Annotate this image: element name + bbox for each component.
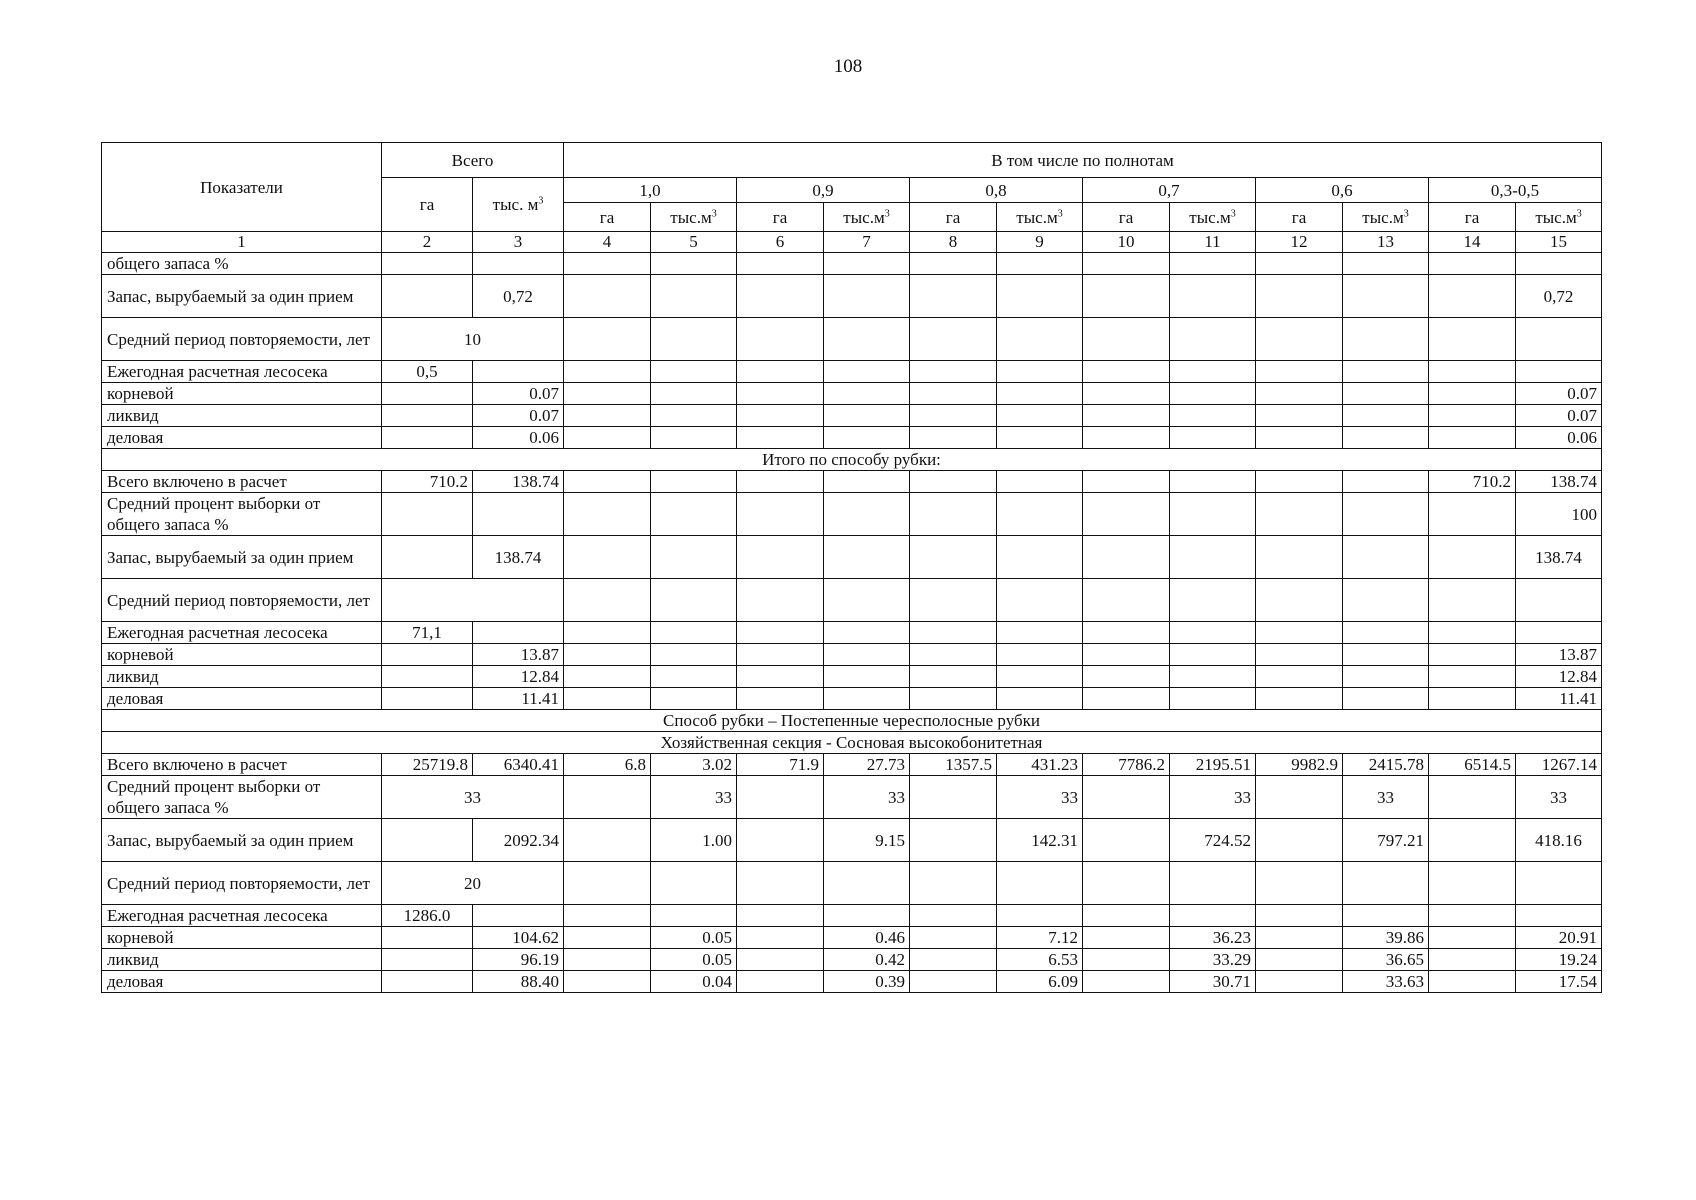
cell-value: 0.05: [651, 927, 737, 949]
table-row: [102, 253, 1602, 275]
cell-value: 1357.5: [910, 754, 997, 776]
column-number: 14: [1429, 232, 1516, 253]
header-unit-ha: га: [564, 203, 651, 232]
table-row: [102, 471, 1602, 493]
cell-value: 88.40: [473, 971, 564, 993]
forest-table: [101, 142, 1602, 993]
row-label: Запас, вырубаемый за один прием: [102, 275, 382, 318]
cell-value: 0,72: [1516, 275, 1602, 318]
cell-value: 6514.5: [1429, 754, 1516, 776]
cell-value: 138.74: [473, 536, 564, 579]
cell-value: 7.12: [997, 927, 1083, 949]
row-label: корневой: [102, 383, 382, 405]
row-label: Средний период повторяемости, лет: [102, 862, 382, 905]
cell-value: 11.41: [473, 688, 564, 710]
row-label: корневой: [102, 927, 382, 949]
cell-value: 19.24: [1516, 949, 1602, 971]
cell-value: 797.21: [1343, 819, 1429, 862]
row-label: Запас, вырубаемый за один прием: [102, 536, 382, 579]
method-title: Способ рубки – Постепенные чересполосные рубки: [102, 710, 1602, 732]
cell-value: 0.39: [824, 971, 910, 993]
cell-value: 100: [1516, 493, 1602, 536]
header-total-ha: га: [382, 178, 473, 232]
header-by-density: В том числе по полнотам: [564, 143, 1602, 178]
cell-value: 7786.2: [1083, 754, 1170, 776]
cell-value: 12.84: [473, 666, 564, 688]
header-unit-ha: га: [1429, 203, 1516, 232]
table-row: [102, 971, 1602, 993]
cell-value: 0.42: [824, 949, 910, 971]
cell-value: 0.07: [1516, 383, 1602, 405]
column-number: 9: [997, 232, 1083, 253]
cell-value: 33: [824, 776, 910, 819]
cell-value: 0.07: [473, 383, 564, 405]
header-unit-ha: га: [737, 203, 824, 232]
cell-value: 2195.51: [1170, 754, 1256, 776]
header-unit-m3: $тыс.м^3$: [997, 203, 1083, 232]
table-row: [102, 622, 1602, 644]
cell-value: 9982.9: [1256, 754, 1343, 776]
cell-value: 9.15: [824, 819, 910, 862]
table-row: [102, 493, 1602, 536]
table-row: [102, 754, 1602, 776]
cell-value: 6.8: [564, 754, 651, 776]
row-label: Всего включено в расчет: [102, 471, 382, 493]
cell-value: 1286.0: [382, 905, 473, 927]
table-row: [102, 644, 1602, 666]
row-label: ликвид: [102, 949, 382, 971]
row-label: Ежегодная расчетная лесосека: [102, 905, 382, 927]
header-density-4: 0,7: [1083, 178, 1256, 203]
cell-value: 1.00: [651, 819, 737, 862]
column-number: 6: [737, 232, 824, 253]
cell-value: 33.29: [1170, 949, 1256, 971]
row-label: деловая: [102, 427, 382, 449]
cell-value: 6340.41: [473, 754, 564, 776]
column-number-row: [102, 232, 1602, 253]
table-row: [102, 819, 1602, 862]
header-unit-ha: га: [910, 203, 997, 232]
cell-value: 0.46: [824, 927, 910, 949]
column-number: 10: [1083, 232, 1170, 253]
column-number: 4: [564, 232, 651, 253]
page-number: 108: [833, 56, 863, 77]
table-row: [102, 579, 1602, 622]
cell-value: 17.54: [1516, 971, 1602, 993]
row-label: Всего включено в расчет: [102, 754, 382, 776]
cell-value: 71,1: [382, 622, 473, 644]
table-row: [102, 776, 1602, 819]
column-number: 3: [473, 232, 564, 253]
cell-value: 36.65: [1343, 949, 1429, 971]
cell-value: 418.16: [1516, 819, 1602, 862]
row-label: Средний процент выборки от общего запаса %: [102, 493, 382, 536]
cell-value: 0.06: [473, 427, 564, 449]
column-number: 7: [824, 232, 910, 253]
column-number: 1: [102, 232, 382, 253]
column-number: 2: [382, 232, 473, 253]
cell-value: 0.06: [1516, 427, 1602, 449]
table-row: [102, 405, 1602, 427]
row-label: ликвид: [102, 405, 382, 427]
header-unit-ha: га: [1083, 203, 1170, 232]
header-indicators: Показатели: [102, 143, 382, 232]
row-label: Средний период повторяемости, лет: [102, 318, 382, 361]
header-unit-ha: га: [1256, 203, 1343, 232]
cell-value: 36.23: [1170, 927, 1256, 949]
cell-value: 0.07: [473, 405, 564, 427]
column-number: 11: [1170, 232, 1256, 253]
column-number: 12: [1256, 232, 1343, 253]
cell-value: 724.52: [1170, 819, 1256, 862]
cell-value: 12.84: [1516, 666, 1602, 688]
cell-value: 11.41: [1516, 688, 1602, 710]
cell-value: 33: [1343, 776, 1429, 819]
table-row: [102, 949, 1602, 971]
row-label: корневой: [102, 644, 382, 666]
table-body: [102, 253, 1602, 993]
cell-value: 138.74: [473, 471, 564, 493]
cell-value: 13.87: [1516, 644, 1602, 666]
header-density-3: 0,8: [910, 178, 1083, 203]
row-label: Средний процент выборки от общего запаса %: [102, 776, 382, 819]
cell-value: 3.02: [651, 754, 737, 776]
cell-value: 138.74: [1516, 536, 1602, 579]
row-label: ликвид: [102, 666, 382, 688]
cell-value: 1267.14: [1516, 754, 1602, 776]
column-number: 5: [651, 232, 737, 253]
cell-value: 13.87: [473, 644, 564, 666]
cell-value: 39.86: [1343, 927, 1429, 949]
cell-value: 33: [651, 776, 737, 819]
row-label: Ежегодная расчетная лесосека: [102, 361, 382, 383]
table-row: [102, 275, 1602, 318]
section-row: [102, 710, 1602, 732]
section-row: [102, 449, 1602, 471]
cell-value: 33: [382, 776, 564, 819]
cell-value: 20: [382, 862, 564, 905]
cell-value: 27.73: [824, 754, 910, 776]
table-row: [102, 905, 1602, 927]
cell-value: 0.04: [651, 971, 737, 993]
cell-value: 138.74: [1516, 471, 1602, 493]
header-unit-m3: $тыс.м^3$: [1516, 203, 1602, 232]
cell-value: 96.19: [473, 949, 564, 971]
row-label: Запас, вырубаемый за один прием: [102, 819, 382, 862]
cell-value: 710.2: [382, 471, 473, 493]
row-label: Ежегодная расчетная лесосека: [102, 622, 382, 644]
cell-value: 142.31: [997, 819, 1083, 862]
header-unit-m3: $тыс.м^3$: [824, 203, 910, 232]
cell-value: 25719.8: [382, 754, 473, 776]
cell-value: 33: [997, 776, 1083, 819]
row-label: деловая: [102, 971, 382, 993]
table-row: [102, 318, 1602, 361]
row-label: общего запаса %: [102, 253, 382, 275]
cell-value: 20.91: [1516, 927, 1602, 949]
cell-value: 0,72: [473, 275, 564, 318]
column-number: 15: [1516, 232, 1602, 253]
section-row: [102, 732, 1602, 754]
column-number: 13: [1343, 232, 1429, 253]
cell-value: 2092.34: [473, 819, 564, 862]
table-row: [102, 927, 1602, 949]
header-total: Всего: [382, 143, 564, 178]
table-row: [102, 666, 1602, 688]
header-density-6: 0,3-0,5: [1429, 178, 1602, 203]
cell-value: 710.2: [1429, 471, 1516, 493]
header-total-m3: тыс. $м^3$: [473, 178, 564, 232]
cell-value: 431.23: [997, 754, 1083, 776]
section-title: Итого по способу рубки:: [102, 449, 1602, 471]
header-unit-m3: $тыс.м^3$: [1170, 203, 1256, 232]
cell-value: 6.09: [997, 971, 1083, 993]
cell-value: 30.71: [1170, 971, 1256, 993]
column-number: 8: [910, 232, 997, 253]
cell-value: 2415.78: [1343, 754, 1429, 776]
cell-value: 6.53: [997, 949, 1083, 971]
table-row: [102, 688, 1602, 710]
cell-value: 33: [1170, 776, 1256, 819]
header-density-1: 1,0: [564, 178, 737, 203]
cell-value: 71.9: [737, 754, 824, 776]
table-row: [102, 383, 1602, 405]
cell-value: 33.63: [1343, 971, 1429, 993]
cell-value: 10: [382, 318, 564, 361]
table-row: [102, 361, 1602, 383]
table-row: [102, 427, 1602, 449]
header-density-5: 0,6: [1256, 178, 1429, 203]
cell-value: 0,5: [382, 361, 473, 383]
table-row: [102, 536, 1602, 579]
header-unit-m3: $тыс.м^3$: [651, 203, 737, 232]
section-title: Хозяйственная секция - Сосновая высокобонитетная: [102, 732, 1602, 754]
cell-value: 0.07: [1516, 405, 1602, 427]
cell-value: 0.05: [651, 949, 737, 971]
cell-value: 104.62: [473, 927, 564, 949]
row-label: Средний период повторяемости, лет: [102, 579, 382, 622]
cell-value: 33: [1516, 776, 1602, 819]
header-unit-m3: $тыс.м^3$: [1343, 203, 1429, 232]
row-label: деловая: [102, 688, 382, 710]
header-density-2: 0,9: [737, 178, 910, 203]
table-header: [102, 143, 1602, 253]
table-row: [102, 862, 1602, 905]
